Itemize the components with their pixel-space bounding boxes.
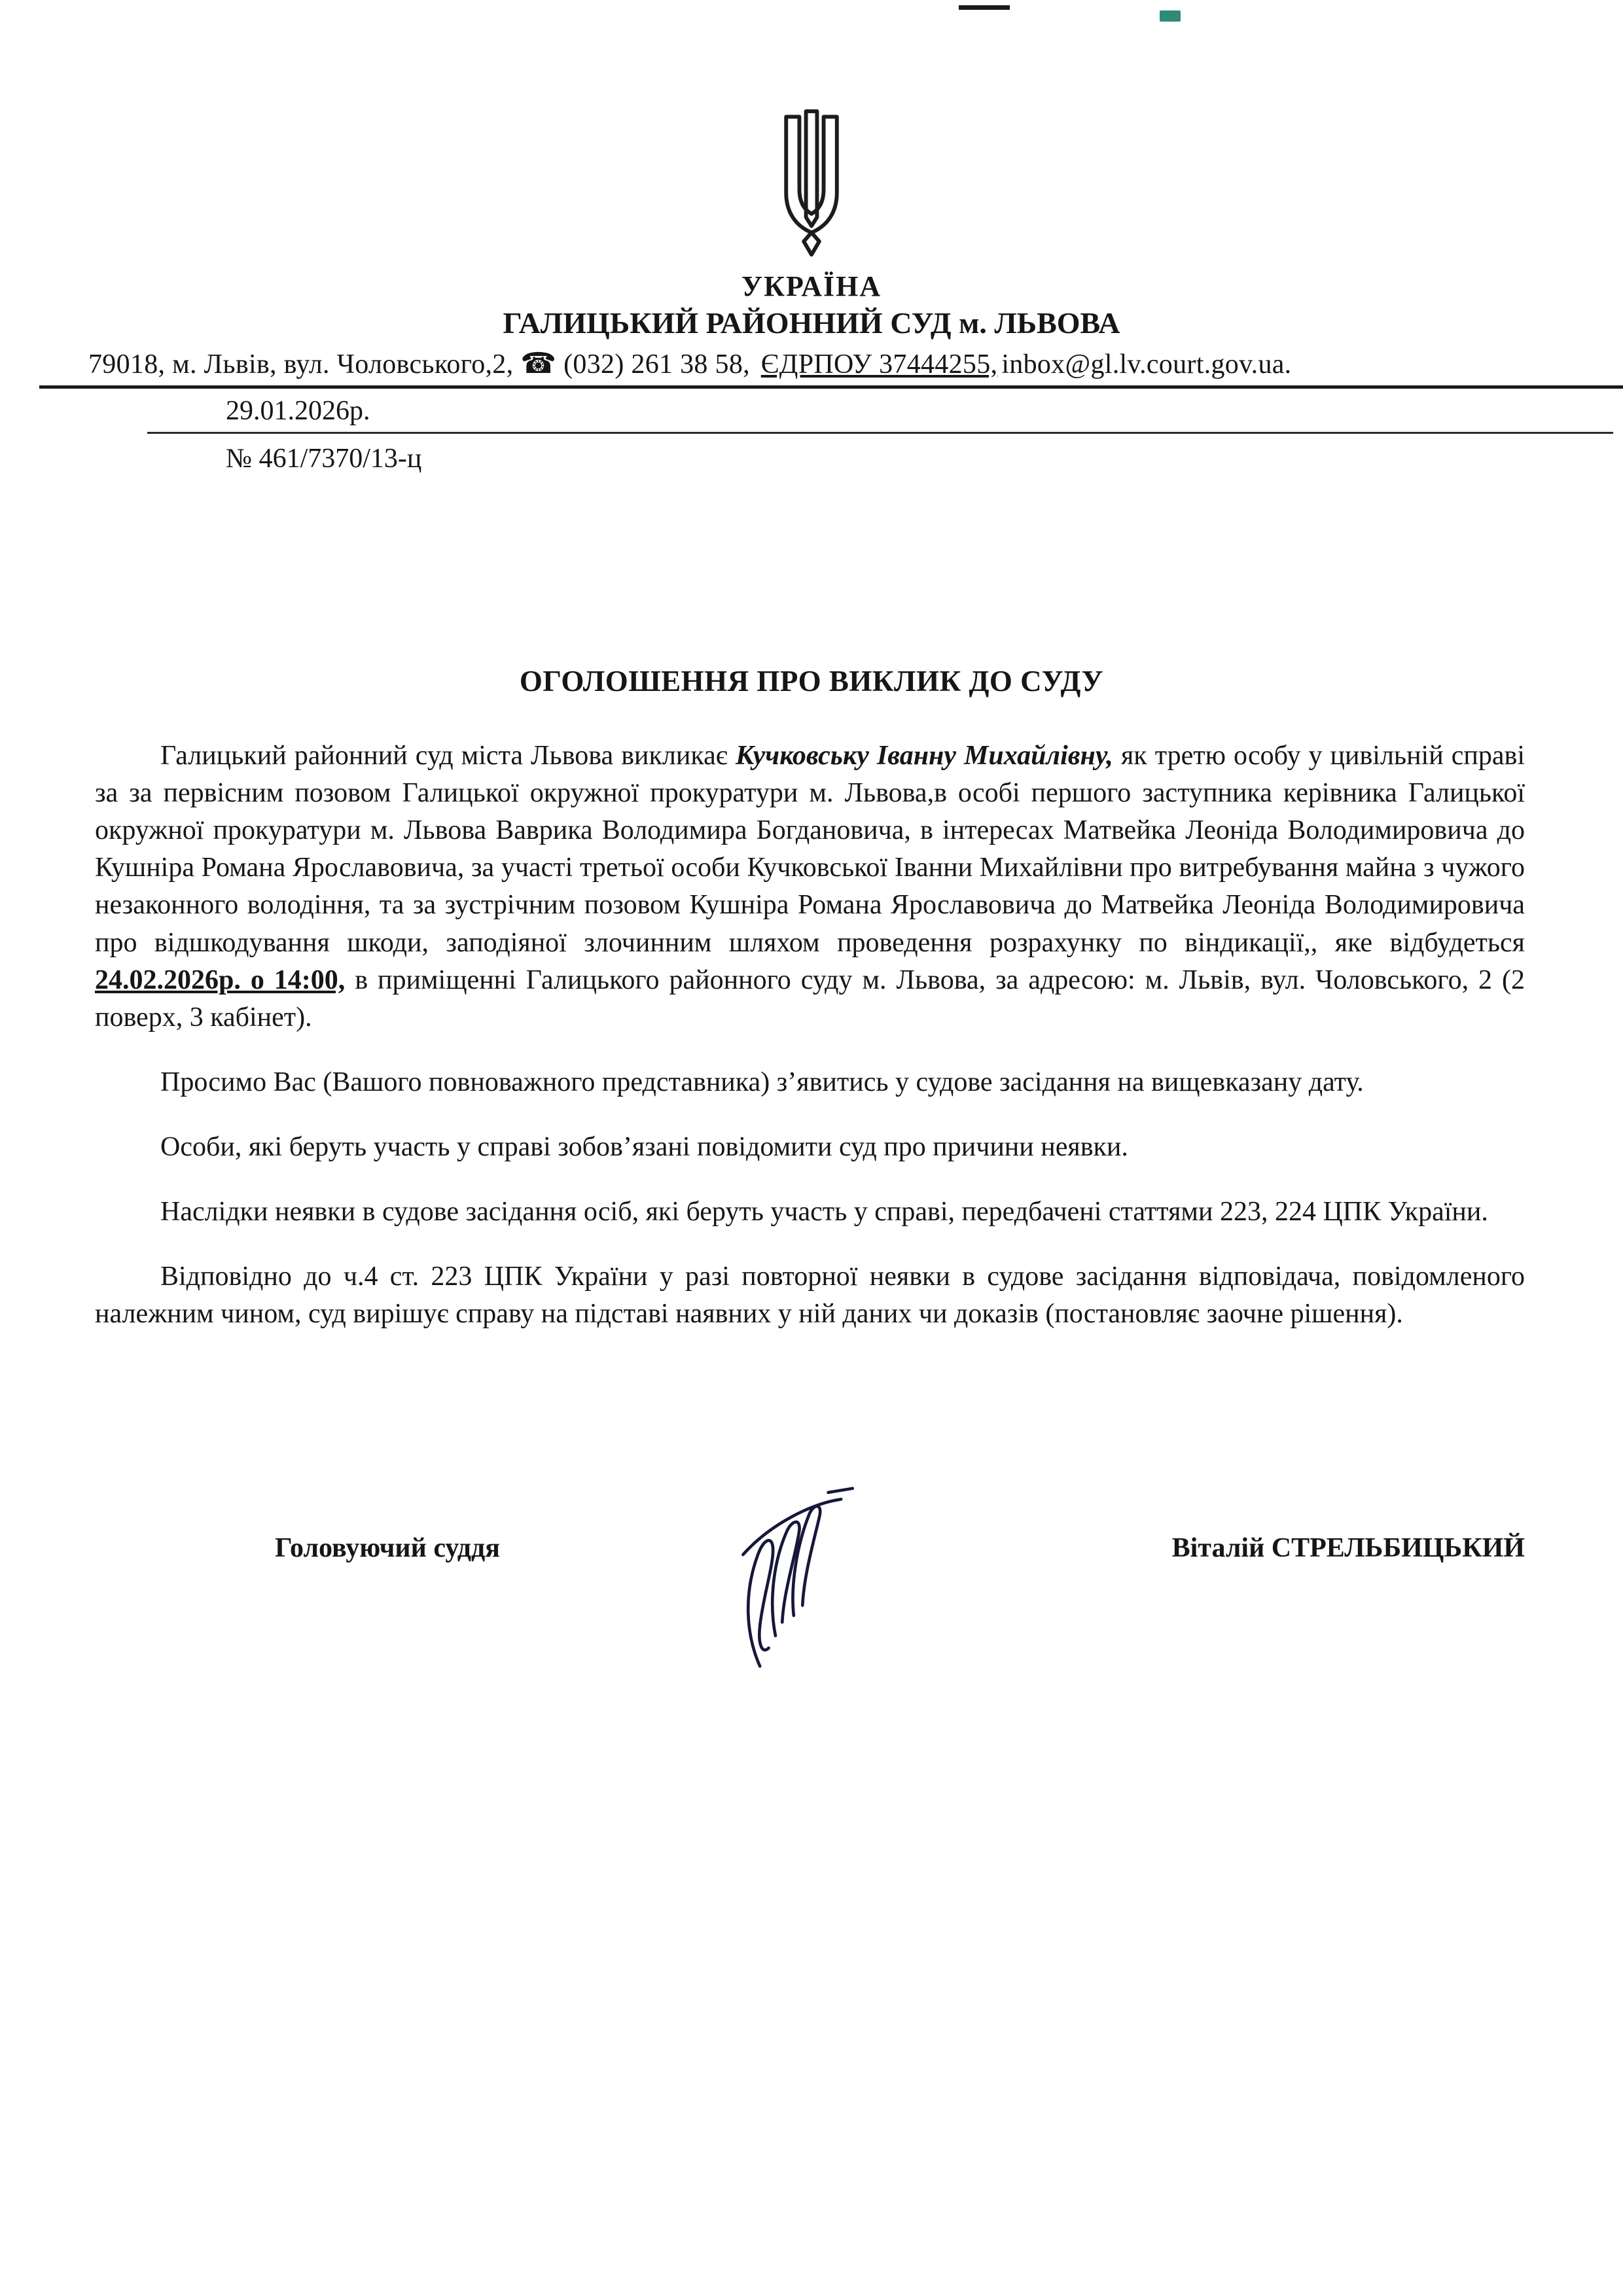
country-name: УКРАЇНА: [741, 270, 882, 302]
p1-text-end: в приміщенні Галицького районного суду м. Львова, за адресою: м. Львів, вул. Чоловського, 2 (2 поверх, 3 кабінет).: [95, 964, 1525, 1033]
paragraph-consequences: Наслідки неявки в судове засідання осіб, які беруть участь у справі, передбачені статтями 223, 224 ЦПК України.: [160, 1197, 1488, 1227]
judge-signature-icon: [695, 1474, 859, 1676]
court-name: ГАЛИЦЬКИЙ РАЙОННИЙ СУД м. ЛЬВОВА: [503, 306, 1120, 340]
judge-name: Віталій СТРЕЛЬБИЦЬКИЙ: [1171, 1533, 1525, 1564]
phone-number: (032) 261 38 58,: [563, 349, 750, 380]
document-title: ОГОЛОШЕННЯ ПРО ВИКЛИК ДО СУДУ: [519, 665, 1104, 698]
p1-hearing-datetime: 24.02.2026р. о 14:00,: [95, 964, 346, 995]
letterhead-rule: [39, 385, 1623, 389]
signature-area: [695, 1474, 859, 1680]
court-address-line: [88, 347, 1616, 380]
address-text: 79018, м. Львів, вул. Чоловського,2,: [88, 349, 514, 380]
emblem-area: [0, 0, 1623, 266]
paragraph-duty-to-notify: Особи, які беруть участь у справі зобов’язані повідомити суд про причини неявки.: [160, 1131, 1128, 1162]
paragraph-request-to-appear: Просимо Вас (Вашого повноважного представника) з’явитись у судове засідання на вищевказану дату.: [160, 1067, 1364, 1097]
p1-summoned-person-name: Кучковську Іванну Михайлівну,: [735, 741, 1113, 771]
scan-artifact-line: [959, 5, 1010, 10]
scan-artifact-teal-mark: [1160, 10, 1181, 22]
edrpou-code: ЄДРПОУ 37444255,: [760, 349, 998, 380]
telephone-icon: ☎: [520, 347, 557, 380]
judge-title: Головуючий суддя: [275, 1533, 500, 1564]
paragraph-summons: [95, 737, 1525, 1036]
signature-block: [275, 1474, 1525, 1680]
court-email: inbox@gl.lv.court.gov.ua.: [1001, 349, 1292, 380]
case-number: № 461/7370/13-ц: [226, 444, 422, 474]
paragraph-article-223: Відповідно до ч.4 ст. 223 ЦПК України у разі повторної неявки в судове засідання відповідача, повідомленого належним чином, суд вирішує справу на підставі наявних у ній даних чи доказів (постановляє заочне рішення).: [95, 1262, 1525, 1330]
p1-text-start: Галицький районний суд міста Львова викликає: [160, 741, 736, 771]
letter-date: 29.01.2026р.: [147, 394, 1613, 434]
ukraine-trident-icon: [755, 108, 868, 262]
document-body: [95, 737, 1525, 1333]
p1-text-mid: як третю особу у цивільній справі за за первісним позовом Галицької окружної прокуратури м. Львова,в особі першого заступника керівника Галицької окружної прокуратури м. Львова Ваврика Володимира Богдановича, в інтересах Матвейка Леоніда Володимировича до Кушніра Романа Ярославовича, за участі третьої особи Кучковської Іванни Михайлівни про витребування майна з чужого незаконного володіння, та за зустрічним позовом Кушніра Романа Ярославовича до Матвейка Леоніда Володимировича про відшкодування шкоди, заподіяної злочинним шляхом проведення розрахунку по віндикації,, яке відбудеться: [95, 741, 1525, 958]
